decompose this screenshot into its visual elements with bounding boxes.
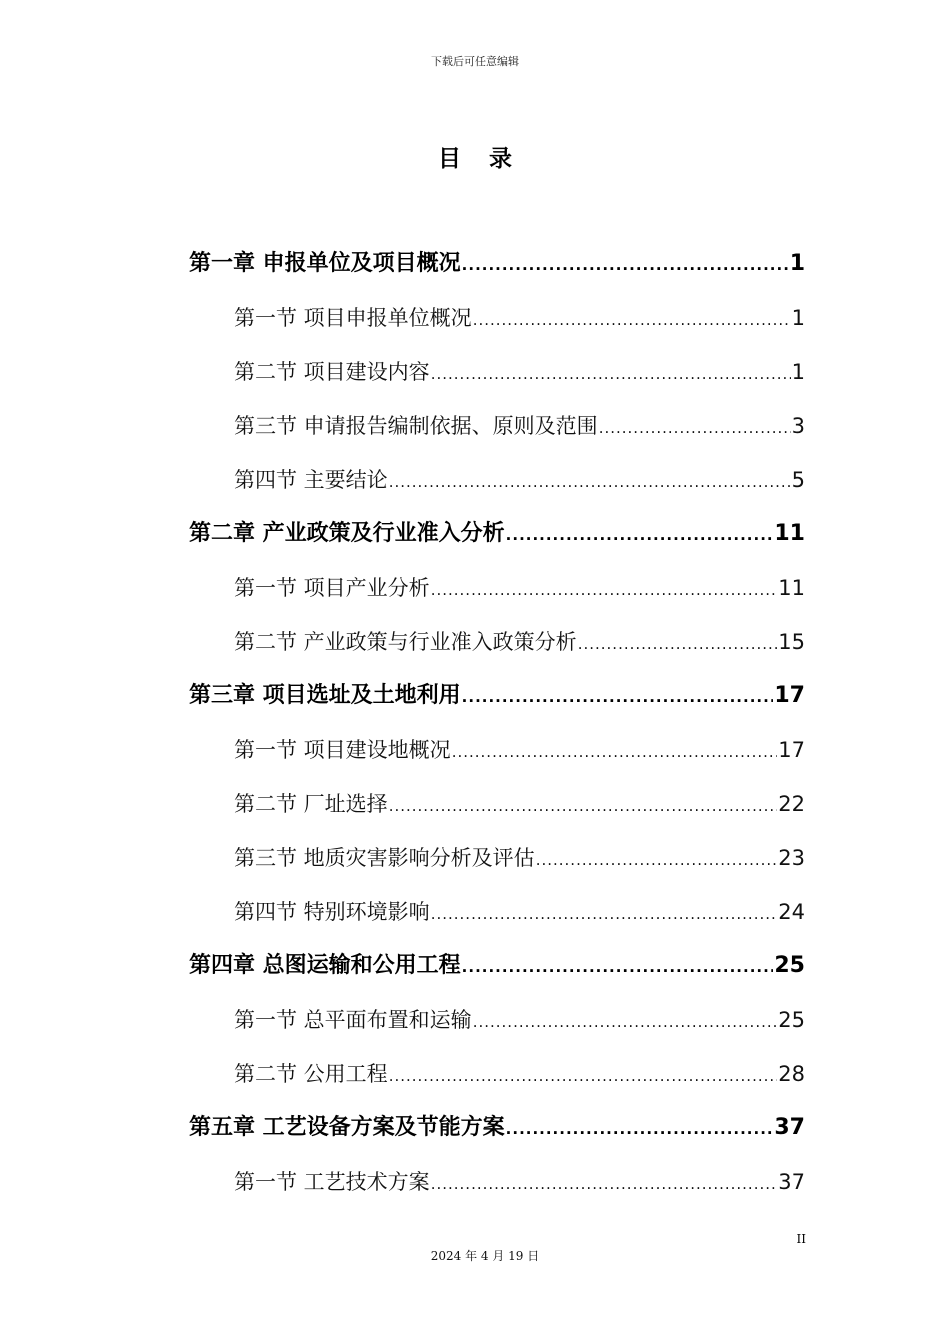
dot-leader xyxy=(462,250,789,280)
toc-entry-label: 第一节 项目申报单位概况 xyxy=(234,306,472,330)
toc-entry-label: 第一章 申报单位及项目概况 xyxy=(189,251,461,276)
toc-entry-label: 第三节 地质灾害影响分析及评估 xyxy=(234,846,535,870)
toc-entry-section[interactable] xyxy=(234,1005,805,1035)
toc-entry-section[interactable] xyxy=(234,789,805,819)
toc-entry-label: 第三章 项目选址及土地利用 xyxy=(189,683,461,708)
toc-entry-section[interactable] xyxy=(234,1059,805,1089)
toc-entry-section[interactable] xyxy=(234,303,805,333)
toc-entry-page: 24 xyxy=(778,900,805,924)
toc-entry-label: 第二节 公用工程 xyxy=(234,1062,388,1086)
toc-entry-page: 11 xyxy=(774,521,805,546)
dot-leader xyxy=(452,737,778,767)
toc-entry-page: 37 xyxy=(774,1115,805,1140)
toc-entry-page: 22 xyxy=(778,792,805,816)
toc-entry-page: 11 xyxy=(778,576,805,600)
dot-leader xyxy=(506,520,774,550)
toc-entry-chapter-3[interactable] xyxy=(189,681,805,711)
toc-entry-page: 1 xyxy=(791,360,805,384)
toc-entry-label: 第四节 特别环境影响 xyxy=(234,900,430,924)
toc-entry-label: 第一节 工艺技术方案 xyxy=(234,1170,430,1194)
dot-leader xyxy=(599,413,791,443)
dot-leader xyxy=(506,1114,774,1144)
toc-entry-label: 第二节 产业政策与行业准入政策分析 xyxy=(234,630,577,654)
page-footer-date: 2024 年 4 月 19 日 xyxy=(430,1249,540,1263)
toc-entry-page: 25 xyxy=(774,953,805,978)
toc-entry-section[interactable] xyxy=(234,897,805,927)
dot-leader xyxy=(473,1007,778,1037)
toc-entry-label: 第四章 总图运输和公用工程 xyxy=(189,953,461,978)
toc-entry-section[interactable] xyxy=(234,735,805,765)
toc-entry-page: 37 xyxy=(778,1170,805,1194)
toc-entry-page: 17 xyxy=(778,738,805,762)
dot-leader xyxy=(431,359,791,389)
toc-entry-label: 第二节 厂址选择 xyxy=(234,792,388,816)
toc-entry-label: 第二节 项目建设内容 xyxy=(234,360,430,384)
toc-entry-chapter-5[interactable] xyxy=(189,1113,805,1143)
toc-entry-page: 1 xyxy=(789,251,805,276)
dot-leader xyxy=(389,467,791,497)
toc-entry-label: 第三节 申请报告编制依据、原则及范围 xyxy=(234,414,598,438)
toc-entry-chapter-4[interactable] xyxy=(189,951,805,981)
dot-leader xyxy=(462,682,774,712)
dot-leader xyxy=(389,1061,778,1091)
page-number: II xyxy=(796,1232,806,1246)
toc-entry-section[interactable] xyxy=(234,573,805,603)
toc-entry-page: 25 xyxy=(778,1008,805,1032)
toc-entry-section[interactable] xyxy=(234,843,805,873)
toc-entry-page: 5 xyxy=(791,468,805,492)
toc-entry-chapter-1[interactable] xyxy=(189,249,805,279)
dot-leader xyxy=(431,575,778,605)
toc-entry-label: 第一节 总平面布置和运输 xyxy=(234,1008,472,1032)
toc-entry-page: 23 xyxy=(778,846,805,870)
toc-entry-label: 第五章 工艺设备方案及节能方案 xyxy=(189,1115,505,1140)
toc-entry-section[interactable] xyxy=(234,465,805,495)
toc-entry-label: 第二章 产业政策及行业准入分析 xyxy=(189,521,505,546)
dot-leader xyxy=(431,1169,778,1199)
toc-entry-section[interactable] xyxy=(234,627,805,657)
dot-leader xyxy=(473,305,791,335)
dot-leader xyxy=(431,899,778,929)
dot-leader xyxy=(578,629,778,659)
toc-entry-section[interactable] xyxy=(234,1167,805,1197)
dot-leader xyxy=(462,952,774,982)
toc-entry-page: 15 xyxy=(778,630,805,654)
page-header: 下载后可任意编辑 xyxy=(431,55,519,68)
toc-entry-label: 第一节 项目产业分析 xyxy=(234,576,430,600)
toc-title: 目 录 xyxy=(437,146,522,172)
toc-entry-label: 第一节 项目建设地概况 xyxy=(234,738,451,762)
toc-entry-page: 28 xyxy=(778,1062,805,1086)
toc-entry-page: 3 xyxy=(791,414,805,438)
toc-entry-section[interactable] xyxy=(234,357,805,387)
toc-entry-label: 第四节 主要结论 xyxy=(234,468,388,492)
dot-leader xyxy=(536,845,778,875)
dot-leader xyxy=(389,791,778,821)
toc-entry-chapter-2[interactable] xyxy=(189,519,805,549)
toc-entry-page: 1 xyxy=(791,306,805,330)
toc-entry-page: 17 xyxy=(774,683,805,708)
toc-entry-section[interactable] xyxy=(234,411,805,441)
